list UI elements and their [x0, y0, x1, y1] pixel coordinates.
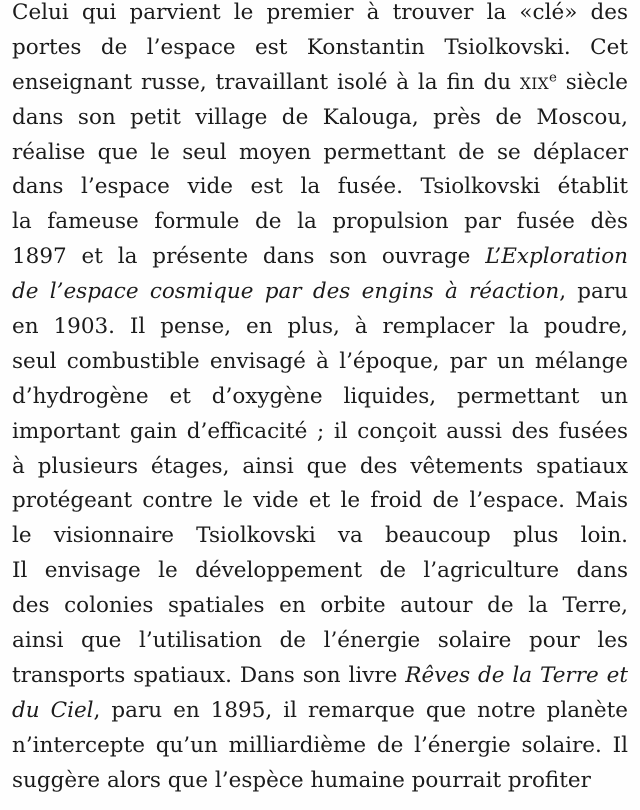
text-segment: important gain d’efficacité ; il conçoit aussi des fusées — [12, 418, 628, 444]
text-line — [12, 450, 628, 485]
text-segment: Il envisage le développement de l’agriculture dans — [12, 558, 628, 584]
text-segment: n’intercepte qu’un milliardième de l’énergie solaire. Il — [12, 732, 628, 758]
text-segment: dans l’espace vide est la fusée. Tsiolkovski établit — [12, 174, 628, 200]
text-segment: en 1903. Il pense, en plus, à remplacer la poudre, — [12, 314, 628, 340]
text-line — [12, 345, 628, 380]
text-line — [12, 275, 628, 310]
text-segment: ainsi que l’utilisation de l’énergie solaire pour les — [12, 628, 628, 654]
text-segment: protégeant contre le vide et le froid de l’espace. Mais — [12, 488, 628, 514]
text-line — [12, 415, 628, 450]
text-line — [12, 624, 628, 659]
italic-title-text: Rêves de la Terre et — [405, 662, 628, 688]
superscript-text: e — [549, 70, 557, 86]
roman-numeral-text: XIX — [519, 74, 549, 93]
text-segment: enseignant russe, travaillant isolé à la fin du — [12, 69, 520, 95]
text-segment: 1897 et la présente dans son ouvrage — [12, 244, 486, 270]
text-segment: à plusieurs étages, ainsi que des vêtements spatiaux — [12, 453, 628, 479]
text-line — [12, 484, 628, 519]
text-line — [12, 170, 628, 205]
text-segment: , paru en 1895, il remarque que notre planète — [93, 697, 628, 723]
text-line — [12, 659, 628, 694]
text-segment: suggère alors que l’espèce humaine pourrait profiter — [12, 767, 591, 793]
text-segment: Celui qui parvient le premier à trouver la «clé» des — [12, 0, 628, 25]
text-line — [12, 380, 628, 415]
text-segment: seul combustible envisagé à l’époque, par un mélange — [12, 348, 628, 374]
italic-title-text: de l’espace cosmique par des engins à réaction — [12, 279, 560, 305]
text-segment: d’hydrogène et d’oxygène liquides, permettant un — [12, 383, 628, 409]
text-line — [12, 519, 628, 554]
text-segment: , paru — [559, 279, 629, 305]
text-segment: des colonies spatiales en orbite autour de la Terre, — [12, 593, 628, 619]
text-line — [12, 729, 628, 764]
text-line — [12, 240, 628, 275]
text-line — [12, 554, 628, 589]
text-line — [12, 694, 628, 729]
body-paragraph — [12, 0, 628, 798]
text-line — [12, 310, 628, 345]
text-segment: réalise que le seul moyen permettant de se déplacer — [12, 139, 628, 165]
text-line — [12, 66, 628, 101]
text-line — [12, 205, 628, 240]
text-line — [12, 136, 628, 171]
italic-title-text: L’Exploration — [485, 244, 628, 270]
text-segment: la fameuse formule de la propulsion par fusée dès — [12, 209, 628, 235]
text-line — [12, 764, 628, 799]
text-line — [12, 589, 628, 624]
text-line — [12, 0, 628, 31]
text-segment: portes de l’espace est Konstantin Tsiolkovski. Cet — [12, 34, 628, 60]
italic-title-text: du Ciel — [12, 697, 94, 723]
text-segment: siècle — [556, 69, 628, 95]
text-segment: le visionnaire Tsiolkovski va beaucoup plus loin. — [12, 523, 628, 549]
text-segment: dans son petit village de Kalouga, près de Moscou, — [12, 104, 628, 130]
text-line — [12, 101, 628, 136]
text-segment: transports spatiaux. Dans son livre — [12, 662, 406, 688]
text-line — [12, 31, 628, 66]
